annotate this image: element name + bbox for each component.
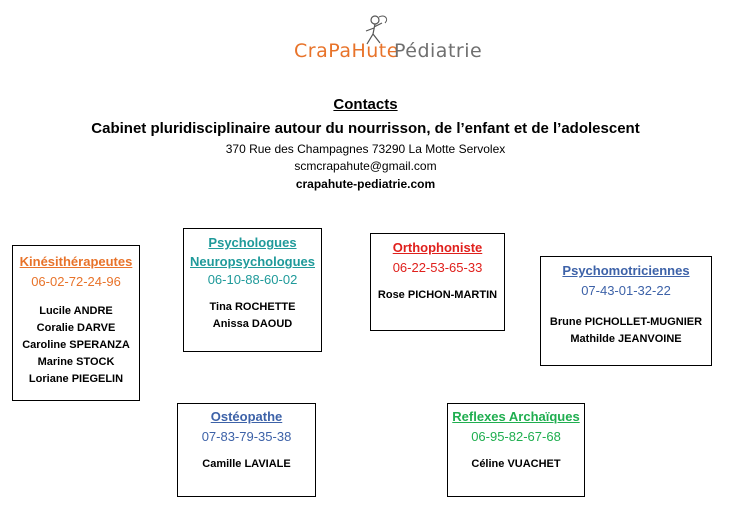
phone-number[interactable]: 06-02-72-24-96 xyxy=(31,274,121,289)
box-title: Reflexes Archaïques xyxy=(452,409,580,424)
phone-number[interactable]: 06-22-53-65-33 xyxy=(392,260,483,275)
logo-word-pediatrie: Pédiatrie xyxy=(394,40,483,62)
person-name: Rose PICHON-MARTIN xyxy=(377,289,498,301)
website-link[interactable]: crapahute-pediatrie.com xyxy=(295,177,436,191)
box-osteopathe xyxy=(177,403,316,497)
box-orthophoniste xyxy=(370,233,505,331)
logo-word-crapahute: CraPaHute xyxy=(294,40,399,62)
person-name: Camille LAVIALE xyxy=(202,458,291,470)
person-name: Tina ROCHETTE xyxy=(209,301,296,313)
box-title: Psychomotriciennes xyxy=(562,263,690,278)
crapahute-logo xyxy=(292,14,483,74)
box-title-secondary: Neuropsychologues xyxy=(190,254,315,269)
person-name: Marine STOCK xyxy=(37,356,115,368)
box-kinesitherapeutes xyxy=(12,245,140,401)
person-name: Céline VUACHET xyxy=(471,458,561,470)
phone-number[interactable]: 07-43-01-32-22 xyxy=(581,283,671,298)
person-name: Anissa DAOUD xyxy=(212,318,293,330)
box-title: Kinésithérapeutes xyxy=(19,254,133,269)
box-reflexes-archaiques xyxy=(447,403,585,497)
person-name: Coralie DARVE xyxy=(36,322,116,334)
box-title: Ostéopathe xyxy=(210,409,283,424)
email[interactable]: scmcrapahute@gmail.com xyxy=(294,159,437,173)
person-name: Loriane PIEGELIN xyxy=(28,373,124,385)
person-name: Brune PICHOLLET-MUGNIER xyxy=(549,316,703,328)
phone-number[interactable]: 06-10-88-60-02 xyxy=(207,272,298,287)
person-name: Mathilde JEANVOINE xyxy=(570,333,682,345)
page-subtitle: Cabinet pluridisciplinaire autour du nourrisson, de l’enfant et de l’adolescent xyxy=(91,120,640,137)
box-psychomotriciennes xyxy=(540,256,712,366)
phone-number[interactable]: 06-95-82-67-68 xyxy=(471,429,561,444)
address: 370 Rue des Champagnes 73290 La Motte Servolex xyxy=(225,142,506,156)
box-title: Psychologues xyxy=(208,235,297,250)
person-name: Lucile ANDRE xyxy=(39,305,113,317)
person-name: Caroline SPERANZA xyxy=(22,339,130,351)
box-title: Orthophoniste xyxy=(392,240,483,255)
page-title: Contacts xyxy=(333,96,398,113)
box-psychologues xyxy=(183,228,322,352)
phone-number[interactable]: 07-83-79-35-38 xyxy=(201,429,292,444)
